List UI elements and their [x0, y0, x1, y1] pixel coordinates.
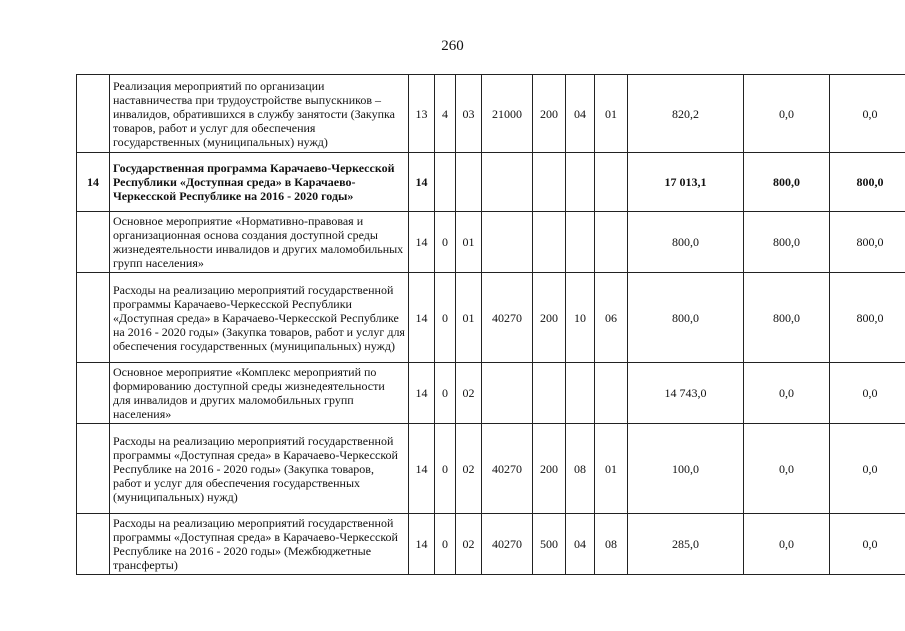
expense-type-cell: 200 — [533, 273, 566, 363]
event-code-cell — [456, 153, 482, 212]
amount-1-cell: 17 013,1 — [628, 153, 744, 212]
amount-1-cell: 820,2 — [628, 75, 744, 153]
table-row — [77, 424, 905, 514]
amount-1-cell: 285,0 — [628, 514, 744, 575]
description-cell: Реализация мероприятий по организации наставничества при трудоустройстве выпускников – инвалидов, обратившихся в службу занятости (Закупка товаров, работ и услуг для обеспечения государственных (муниципальных) нужд) — [110, 75, 409, 153]
section-cell — [566, 363, 595, 424]
subsection-cell: 08 — [595, 514, 628, 575]
section-cell: 10 — [566, 273, 595, 363]
amount-1-cell: 800,0 — [628, 273, 744, 363]
amount-2-cell: 800,0 — [744, 212, 830, 273]
expense-type-cell: 200 — [533, 424, 566, 514]
section-cell: 04 — [566, 514, 595, 575]
expense-type-cell — [533, 363, 566, 424]
amount-3-cell: 800,0 — [830, 212, 905, 273]
amount-1-cell: 100,0 — [628, 424, 744, 514]
event-code-cell: 02 — [456, 514, 482, 575]
table-row — [77, 75, 905, 153]
description-cell: Государственная программа Карачаево-Черкесской Республики «Доступная среда» в Карачаево-Черкесской Республике на 2016 - 2020 годы» — [110, 153, 409, 212]
subsection-cell — [595, 363, 628, 424]
section-cell — [566, 212, 595, 273]
description-cell: Расходы на реализацию мероприятий государственной программы Карачаево-Черкесской Республики «Доступная среда» в Карачаево-Черкесской Республике на 2016 - 2020 годы» (Закупка товаров, работ и услуг для обеспечения государственных (муниципальных) нужд) — [110, 273, 409, 363]
direction-code-cell — [482, 212, 533, 273]
program-code-cell: 14 — [409, 424, 435, 514]
amount-2-cell: 800,0 — [744, 273, 830, 363]
event-code-cell: 01 — [456, 212, 482, 273]
subsection-cell: 01 — [595, 75, 628, 153]
amount-3-cell: 0,0 — [830, 514, 905, 575]
row-number-cell — [77, 424, 110, 514]
row-number-cell — [77, 514, 110, 575]
direction-code-cell — [482, 153, 533, 212]
amount-2-cell: 0,0 — [744, 363, 830, 424]
direction-code-cell — [482, 363, 533, 424]
event-code-cell: 02 — [456, 363, 482, 424]
row-number-cell — [77, 75, 110, 153]
table-row — [77, 514, 905, 575]
event-code-cell: 02 — [456, 424, 482, 514]
amount-2-cell: 0,0 — [744, 75, 830, 153]
amount-2-cell: 0,0 — [744, 424, 830, 514]
description-cell: Расходы на реализацию мероприятий государственной программы «Доступная среда» в Карачаево-Черкесской Республике на 2016 - 2020 годы» (Межбюджетные трансферты) — [110, 514, 409, 575]
amount-2-cell: 0,0 — [744, 514, 830, 575]
section-cell: 08 — [566, 424, 595, 514]
row-number-cell: 14 — [77, 153, 110, 212]
subsection-cell — [595, 212, 628, 273]
program-code-cell: 14 — [409, 153, 435, 212]
description-cell: Основное мероприятие «Нормативно-правовая и организационная основа создания доступной среды жизнедеятельности инвалидов и других маломобильных групп населения» — [110, 212, 409, 273]
subprogram-code-cell: 0 — [435, 424, 456, 514]
event-code-cell: 03 — [456, 75, 482, 153]
subsection-cell: 06 — [595, 273, 628, 363]
program-code-cell: 13 — [409, 75, 435, 153]
table-row — [77, 212, 905, 273]
amount-3-cell: 800,0 — [830, 153, 905, 212]
row-number-cell — [77, 273, 110, 363]
section-cell — [566, 153, 595, 212]
direction-code-cell: 40270 — [482, 514, 533, 575]
budget-table — [76, 74, 905, 575]
description-cell: Основное мероприятие «Комплекс мероприятий по формированию доступной среды жизнедеятельности для инвалидов и других маломобильных групп населения» — [110, 363, 409, 424]
direction-code-cell: 21000 — [482, 75, 533, 153]
table-row — [77, 363, 905, 424]
direction-code-cell: 40270 — [482, 273, 533, 363]
subsection-cell — [595, 153, 628, 212]
program-code-cell: 14 — [409, 273, 435, 363]
subprogram-code-cell: 0 — [435, 273, 456, 363]
program-code-cell: 14 — [409, 212, 435, 273]
row-number-cell — [77, 363, 110, 424]
event-code-cell: 01 — [456, 273, 482, 363]
amount-3-cell: 0,0 — [830, 75, 905, 153]
amount-3-cell: 0,0 — [830, 424, 905, 514]
subprogram-code-cell: 0 — [435, 514, 456, 575]
program-code-cell: 14 — [409, 363, 435, 424]
amount-1-cell: 800,0 — [628, 212, 744, 273]
subprogram-code-cell: 0 — [435, 212, 456, 273]
direction-code-cell: 40270 — [482, 424, 533, 514]
program-code-cell: 14 — [409, 514, 435, 575]
subprogram-code-cell: 4 — [435, 75, 456, 153]
amount-3-cell: 800,0 — [830, 273, 905, 363]
amount-1-cell: 14 743,0 — [628, 363, 744, 424]
amount-3-cell: 0,0 — [830, 363, 905, 424]
table-row — [77, 273, 905, 363]
section-cell: 04 — [566, 75, 595, 153]
subsection-cell: 01 — [595, 424, 628, 514]
subprogram-code-cell: 0 — [435, 363, 456, 424]
subprogram-code-cell — [435, 153, 456, 212]
expense-type-cell: 500 — [533, 514, 566, 575]
table-row-program-header — [77, 153, 905, 212]
description-cell: Расходы на реализацию мероприятий государственной программы «Доступная среда» в Карачаево-Черкесской Республике на 2016 - 2020 годы» (Закупка товаров, работ и услуг для обеспечения государственных (муниципальных) нужд) — [110, 424, 409, 514]
page-number: 260 — [441, 38, 464, 54]
expense-type-cell — [533, 212, 566, 273]
amount-2-cell: 800,0 — [744, 153, 830, 212]
expense-type-cell: 200 — [533, 75, 566, 153]
expense-type-cell — [533, 153, 566, 212]
row-number-cell — [77, 212, 110, 273]
